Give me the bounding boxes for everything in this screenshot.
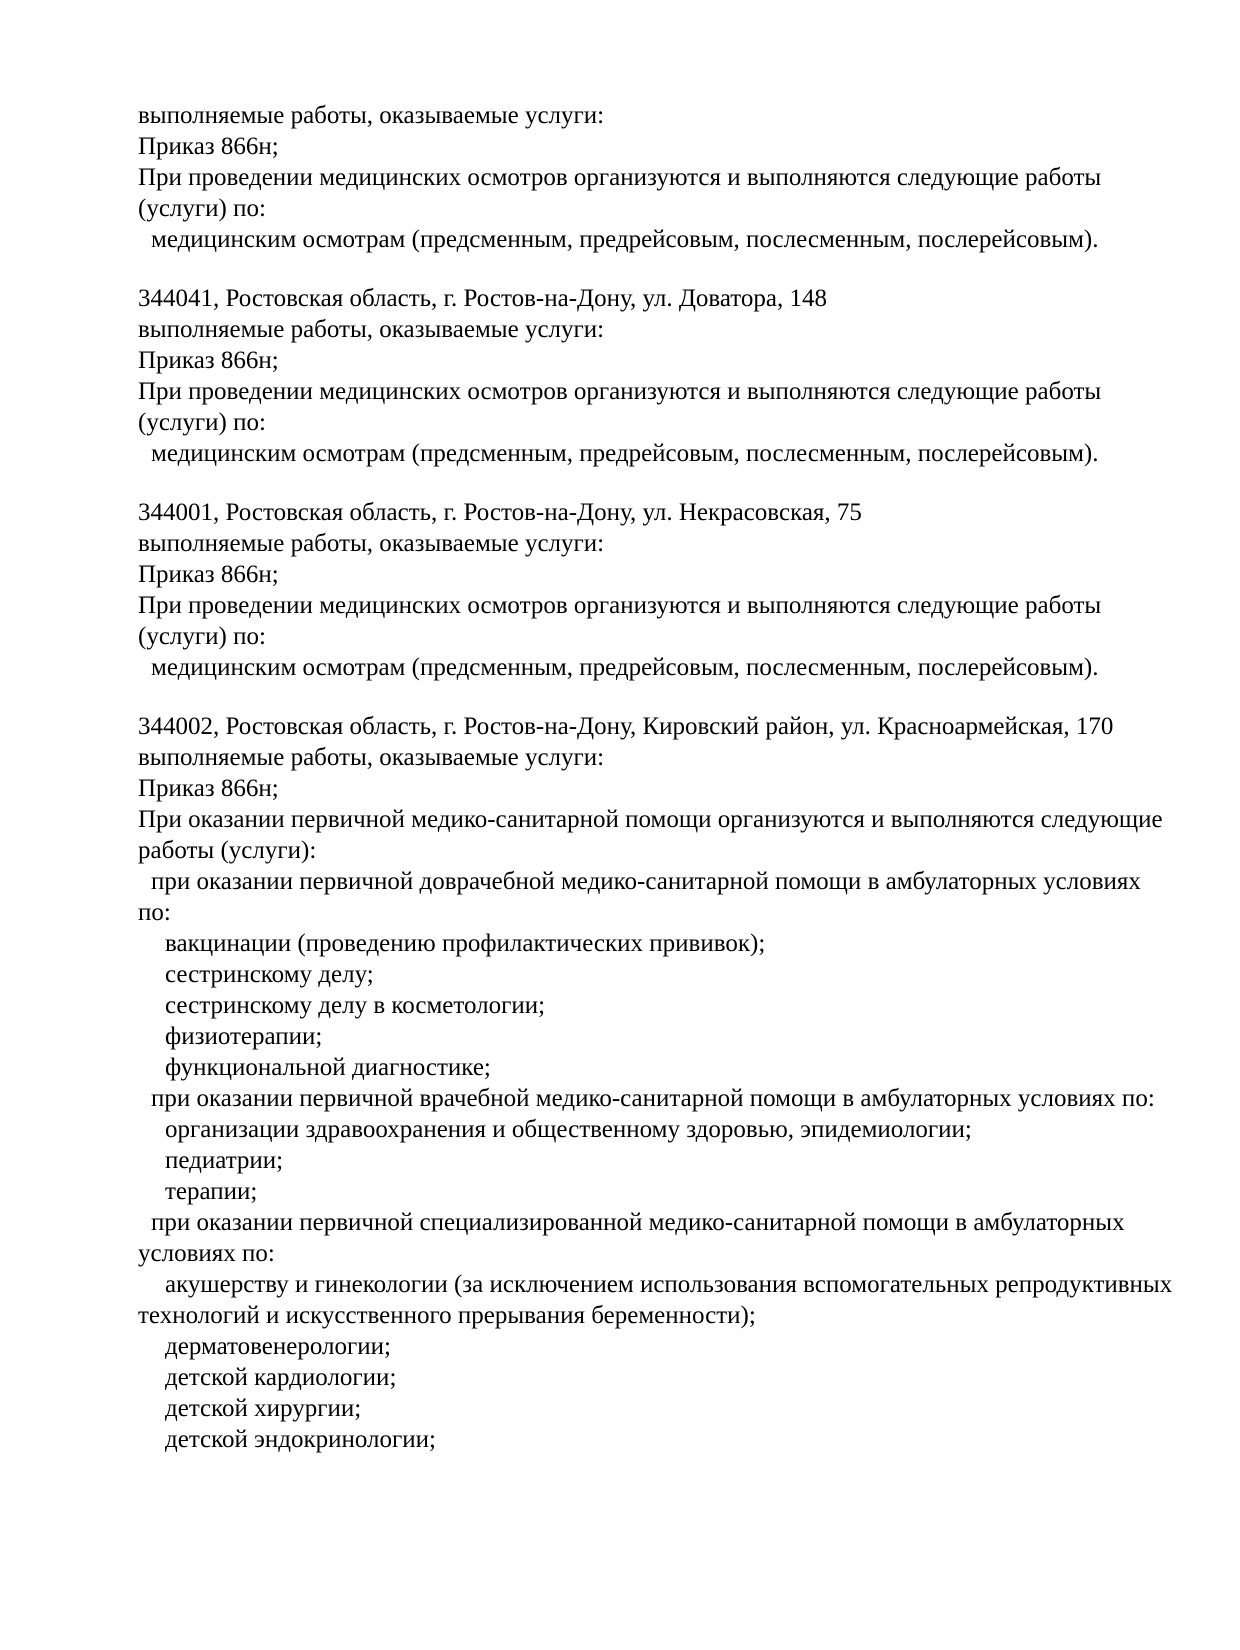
license-works-block-continuation: [138, 100, 1138, 255]
text-line: детской эндокринологии;: [165, 1426, 436, 1453]
text-line: при оказании первичной доврачебной медико-санитарной помощи в амбулаторных условиях: [151, 868, 1141, 895]
text-line: Приказ 866н;: [138, 561, 279, 588]
text-line: Приказ 866н;: [138, 133, 279, 160]
text-line: (услуги) по:: [138, 195, 266, 222]
text-line: 344001, Ростовская область, г. Ростов-на-Дону, ул. Некрасовская, 75: [138, 499, 862, 526]
text-line: 344002, Ростовская область, г. Ростов-на-Дону, Кировский район, ул. Красноармейская, 170: [138, 713, 1114, 740]
text-line: сестринскому делу;: [165, 961, 374, 988]
text-line: акушерству и гинекологии (за исключением использования вспомогательных репродуктивных: [165, 1271, 1173, 1298]
text-line: педиатрии;: [165, 1147, 284, 1174]
text-line: медицинским осмотрам (предсменным, предрейсовым, послесменным, послерейсовым).: [151, 654, 1099, 681]
text-line: выполняемые работы, оказываемые услуги:: [138, 530, 605, 557]
text-line: детской кардиологии;: [165, 1364, 397, 1391]
text-line: функциональной диагностике;: [165, 1054, 491, 1081]
license-address-block-344002: [138, 711, 1173, 1455]
text-line: детской хирургии;: [165, 1395, 362, 1422]
text-line: вакцинации (проведению профилактических прививок);: [165, 930, 766, 957]
text-line: (услуги) по:: [138, 623, 266, 650]
text-line: при оказании первичной врачебной медико-санитарной помощи в амбулаторных условиях по:: [151, 1085, 1155, 1112]
text-line: (услуги) по:: [138, 409, 266, 436]
text-line: выполняемые работы, оказываемые услуги:: [138, 744, 605, 771]
text-line: медицинским осмотрам (предсменным, предрейсовым, послесменным, послерейсовым).: [151, 440, 1099, 467]
text-line: организации здравоохранения и общественному здоровью, эпидемиологии;: [165, 1116, 972, 1143]
text-line: технологий и искусственного прерывания беременности);: [138, 1302, 756, 1329]
text-line: Приказ 866н;: [138, 347, 279, 374]
text-line: работы (услуги):: [138, 837, 317, 864]
text-line: терапии;: [165, 1178, 258, 1205]
text-line: При проведении медицинских осмотров организуются и выполняются следующие работы: [138, 378, 1102, 405]
document-content: [138, 100, 1173, 1483]
text-line: При проведении медицинских осмотров организуются и выполняются следующие работы: [138, 164, 1102, 191]
text-line: При оказании первичной медико-санитарной помощи организуются и выполняются следующие: [138, 806, 1163, 833]
text-line: 344041, Ростовская область, г. Ростов-на-Дону, ул. Доватора, 148: [138, 285, 827, 312]
license-address-block-344041: [138, 283, 1138, 469]
text-line: выполняемые работы, оказываемые услуги:: [138, 316, 605, 343]
license-address-block-344001: [138, 497, 1138, 683]
text-line: При проведении медицинских осмотров организуются и выполняются следующие работы: [138, 592, 1102, 619]
text-line: выполняемые работы, оказываемые услуги:: [138, 102, 605, 129]
text-line: при оказании первичной специализированной медико-санитарной помощи в амбулаторных: [151, 1209, 1125, 1236]
text-line: медицинским осмотрам (предсменным, предрейсовым, послесменным, послерейсовым).: [151, 226, 1099, 253]
text-line: условиях по:: [138, 1240, 275, 1267]
text-line: физиотерапии;: [165, 1023, 323, 1050]
text-line: дерматовенерологии;: [165, 1333, 391, 1360]
text-line: сестринскому делу в косметологии;: [165, 992, 546, 1019]
text-line: по:: [138, 899, 171, 926]
text-line: Приказ 866н;: [138, 775, 279, 802]
